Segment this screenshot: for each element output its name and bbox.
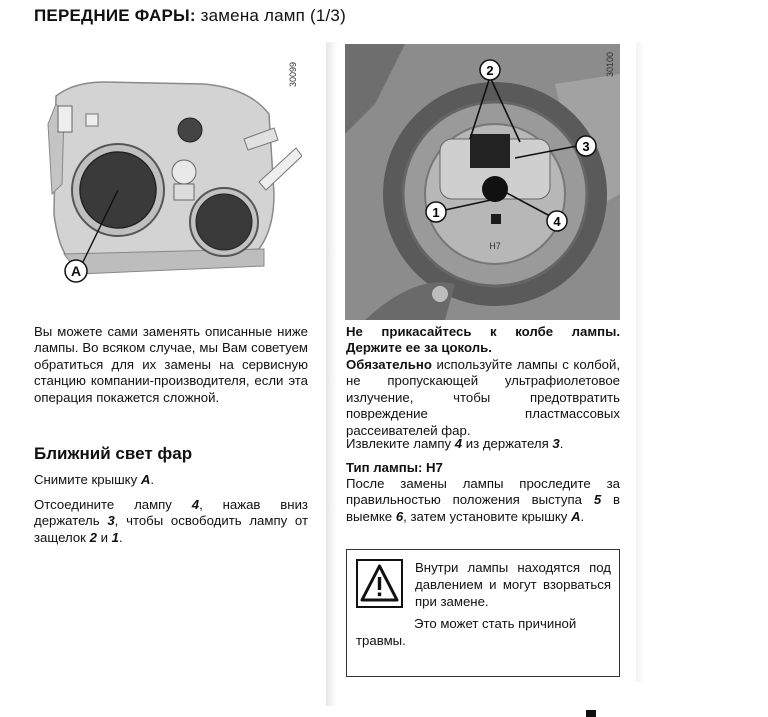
headlight-rear-figure xyxy=(34,44,302,298)
remove-ref-2: 3 xyxy=(552,436,560,451)
step2-b: , нажав вниз держатель xyxy=(34,497,308,529)
headlight-rear-drawing xyxy=(34,44,302,298)
step-remove-cover xyxy=(34,472,308,488)
figure-code-right: 30100 xyxy=(605,52,615,78)
lamp-type-heading: Тип лампы: H7 xyxy=(346,460,443,475)
figure-code-left: 30099 xyxy=(288,62,298,88)
step2-e: . xyxy=(118,529,123,545)
bracket xyxy=(58,106,72,132)
remove-a: Извлеките лампу xyxy=(346,436,455,451)
mandatory-paragraph xyxy=(346,357,620,439)
after-ref-1: 5 xyxy=(593,492,602,508)
page-title-rest: замена ламп (1/3) xyxy=(195,6,346,25)
bulb-socket-drawing xyxy=(345,44,620,320)
callout-4-label: 4 xyxy=(553,214,561,229)
remove-lamp-paragraph xyxy=(346,436,620,452)
mandatory-label: Обязательно xyxy=(346,357,432,372)
mandatory-text: используйте лампы с колбой, не пропускающей ультрафиолетовое излучение, чтобы предотвратить повреждение пластмассовых рассеивателей фар. xyxy=(346,357,620,438)
socket-mark-label: H7 xyxy=(489,241,501,251)
warning-triangle-graphic xyxy=(358,561,401,606)
intro-paragraph: Вы можете сами заменять описанные ниже лампы. Во всяком случае, мы Вам советуем обратиться для их замены на сервисную станцию компании-производителя, если эта операция покажется сложной. xyxy=(34,324,308,405)
after-a: После замены лампы проследите за правильностью положения выступа xyxy=(346,476,620,508)
after-ref-2: 6 xyxy=(395,508,404,524)
after-replace-paragraph xyxy=(346,476,620,525)
warning-text-pressure: Внутри лампы находятся под давлением и могут взорваться при замене. xyxy=(415,560,611,609)
column-divider-right xyxy=(636,42,644,682)
step1-end: . xyxy=(150,472,155,487)
callout-3-label: 3 xyxy=(582,139,590,154)
warning-text-injury-content: Это может стать причиной травмы. xyxy=(356,616,577,648)
step2-a: Отсоедините лампу xyxy=(34,497,192,512)
remove-c: . xyxy=(559,436,564,451)
lamp-connector xyxy=(482,176,508,202)
after-d: . xyxy=(580,508,585,524)
step1-ref: A xyxy=(140,472,151,487)
page-title-bold: ПЕРЕДНИЕ ФАРЫ: xyxy=(34,6,196,25)
step-disconnect-lamp xyxy=(34,497,308,546)
remove-ref-1: 4 xyxy=(454,436,463,451)
step2-c: , чтобы освободить лампу от защелок xyxy=(34,513,308,545)
warning-triangle-icon xyxy=(356,559,403,608)
photo-bolt xyxy=(432,286,448,302)
socket-notch xyxy=(491,214,501,224)
callout-1-label: 1 xyxy=(432,205,440,220)
step2-ref-1: 4 xyxy=(191,497,200,512)
section-title: Ближний свет фар xyxy=(34,444,193,463)
cover-high xyxy=(196,194,252,250)
remove-b: из держателя xyxy=(462,436,553,451)
adjuster-knob xyxy=(178,118,202,142)
after-c: , затем установите крышку xyxy=(403,508,572,524)
bulb-socket-figure xyxy=(345,44,620,320)
step2-d: и xyxy=(96,529,112,545)
lamp-base xyxy=(470,134,510,168)
bracket-small xyxy=(86,114,98,126)
callout-a-label: A xyxy=(70,263,82,279)
side-bulb-socket xyxy=(172,160,196,184)
step2-ref-2: 3 xyxy=(107,513,115,529)
after-ref-3: A xyxy=(571,508,581,524)
step1-text: Снимите крышку xyxy=(34,472,141,487)
warning-text-injury xyxy=(356,615,612,649)
step2-ref-4: 1 xyxy=(111,529,119,545)
column-divider xyxy=(326,42,338,706)
end-of-section-mark xyxy=(586,710,596,717)
socket-base xyxy=(174,184,194,200)
step2-ref-3: 2 xyxy=(89,529,97,545)
warning-box xyxy=(346,549,620,677)
after-b: в выемке xyxy=(346,492,621,524)
page-title xyxy=(34,6,346,26)
caution-paragraph: Не прикасайтесь к колбе лампы. Держите ее за цоколь. xyxy=(346,324,620,356)
callout-2-label: 2 xyxy=(486,63,494,78)
